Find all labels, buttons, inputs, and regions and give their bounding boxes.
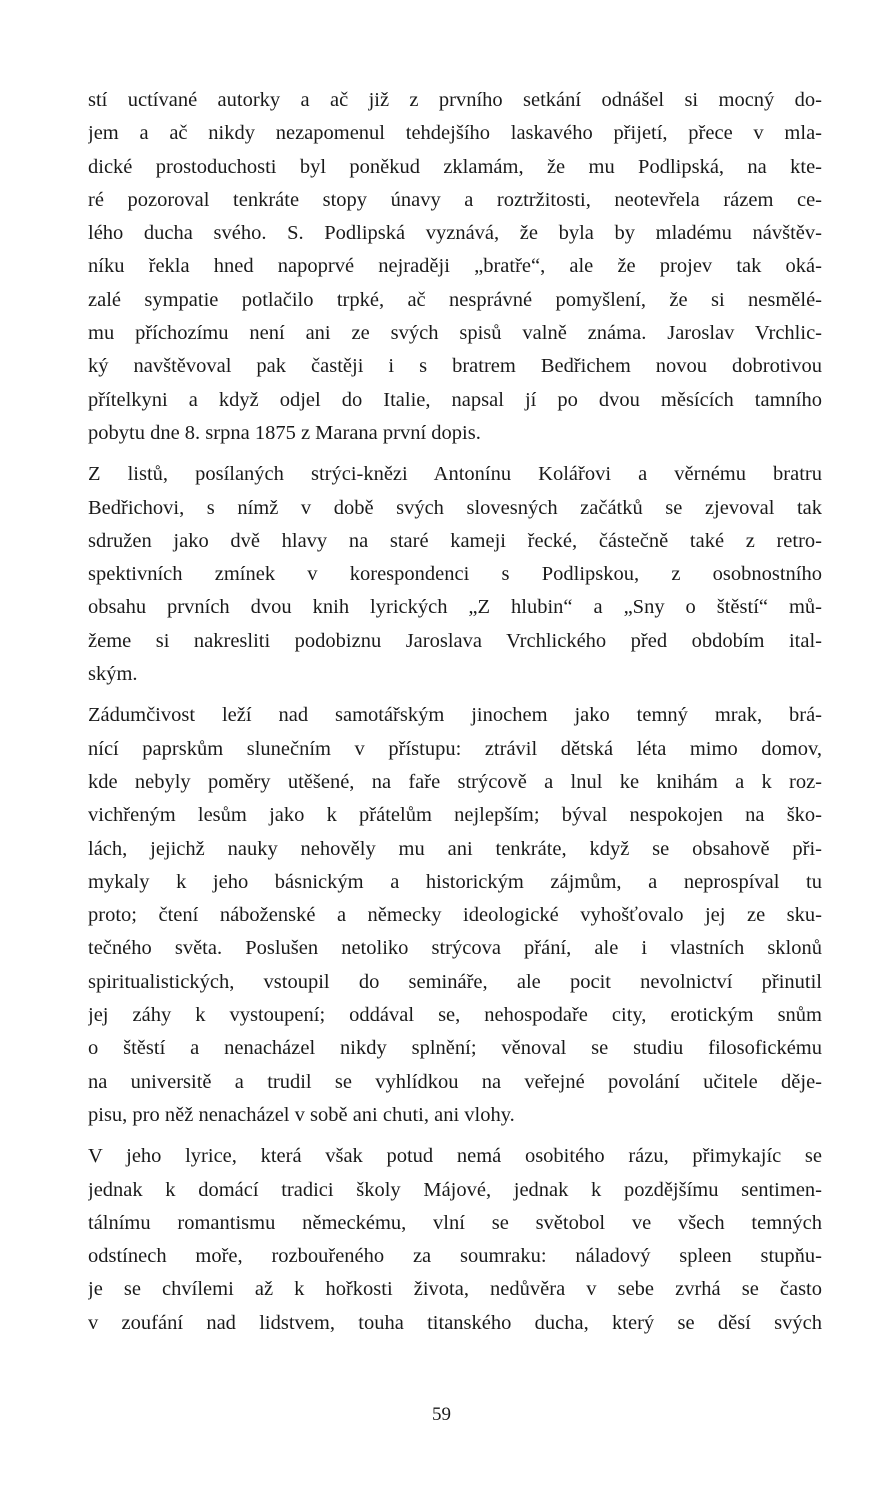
paragraph-3 xyxy=(88,699,822,1132)
text-line: ré pozoroval tenkráte stopy únavy a roztržitosti, neotevřela rázem ce- xyxy=(88,188,822,211)
text-line: Bedřichovi, s nímž v době svých slovesných začátků se zjevoval tak xyxy=(88,496,822,519)
text-line: žeme si nakresliti podobiznu Jaroslava Vrchlického před obdobím ital- xyxy=(88,629,822,652)
paragraph-1 xyxy=(88,84,822,450)
text-line: obsahu prvních dvou knih lyrických „Z hlubin“ a „Sny o štěstí“ mů- xyxy=(88,596,822,619)
text-line: níku řekla hned napoprvé nejraději „bratře“, ale že projev tak oká- xyxy=(88,255,822,278)
text-line: jej záhy k vystoupení; oddával se, nehospodaře city, erotickým snům xyxy=(88,1004,822,1027)
paragraph-4 xyxy=(88,1140,822,1340)
text-line: ký navštěvoval pak častěji i s bratrem Bedřichem novou dobrotivou xyxy=(88,355,822,378)
text-line: nící paprskům slunečním v přístupu: ztrávil dětská léta mimo domov, xyxy=(88,737,822,760)
text-line: lého ducha svého. S. Podlipská vyznává, že byla by mladému návštěv- xyxy=(88,222,822,245)
text-line: stí uctívané autorky a ač již z prvního setkání odnášel si mocný do- xyxy=(88,89,822,111)
text-line: dické prostoduchosti byl poněkud zklamám, že mu Podlipská, na kte- xyxy=(88,155,822,178)
text-line: vichřeným lesům jako k přátelům nejlepším; býval nespokojen na ško- xyxy=(88,804,822,827)
text-line: zalé sympatie potlačilo trpké, ač nesprávné pomyšlení, že si nesmělé- xyxy=(88,288,822,311)
paragraph-gap xyxy=(88,450,822,458)
page-body xyxy=(88,84,822,1464)
text-line: Zádumčivost leží nad samotářským jinochem jako temný mrak, brá- xyxy=(88,704,822,727)
text-line: V jeho lyrice, která však potud nemá osobitého rázu, přimykajíc se xyxy=(88,1145,822,1168)
text-line: pisu, pro něž nenacházel v sobě ani chuti, ani vlohy. xyxy=(88,1103,515,1126)
text-line: je se chvílemi až k hořkosti života, nedůvěra v sebe zvrhá se často xyxy=(88,1278,822,1301)
text-line: o štěstí a nenacházel nikdy splnění; věnoval se studiu filosofickému xyxy=(88,1037,822,1060)
text-line: ským. xyxy=(88,663,138,686)
text-line: přítelkyni a když odjel do Italie, napsal jí po dvou měsících tamního xyxy=(88,388,822,411)
paragraph-gap xyxy=(88,691,822,699)
paragraph-gap xyxy=(88,1132,822,1140)
text-line: kde nebyly poměry utěšené, na faře strýcově a lnul ke knihám a k roz- xyxy=(88,770,822,793)
text-line: spektivních zmínek v korespondenci s Podlipskou, z osobnostního xyxy=(88,563,822,586)
text-line: mu příchozímu není ani ze svých spisů valně známa. Jaroslav Vrchlic- xyxy=(88,322,822,345)
text-line: Z listů, posílaných strýci-knězi Antonínu Kolářovi a věrnému bratru xyxy=(88,463,822,486)
text-line: mykaly k jeho básnickým a historickým zájmům, a neprospíval tu xyxy=(88,870,822,893)
text-line: jem a ač nikdy nezapomenul tehdejšího laskavého přijetí, přece v mla- xyxy=(88,122,822,145)
paragraph-2 xyxy=(88,458,822,691)
page-number: 59 xyxy=(432,1404,451,1425)
text-line: na universitě a trudil se vyhlídkou na veřejné povolání učitele děje- xyxy=(88,1070,822,1093)
text-line: spiritualistických, vstoupil do semináře, ale pocit nevolnictví přinutil xyxy=(88,970,822,993)
text-line: jednak k domácí tradici školy Májové, jednak k pozdějšímu sentimen- xyxy=(88,1178,822,1201)
text-line: tálnímu romantismu německému, vlní se světobol ve všech temných xyxy=(88,1211,822,1234)
text-line: odstínech moře, rozbouřeného za soumraku: náladový spleen stupňu- xyxy=(88,1245,822,1268)
text-line: lách, jejichž nauky nehověly mu ani tenkráte, když se obsahově při- xyxy=(88,837,822,860)
text-line: sdružen jako dvě hlavy na staré kameji řecké, částečně také z retro- xyxy=(88,529,822,552)
text-line: tečného světa. Poslušen netoliko strýcova přání, ale i vlastních sklonů xyxy=(88,937,822,960)
text-line: proto; čtení náboženské a německy ideologické vyhošťovalo jej ze sku- xyxy=(88,904,822,927)
text-line: pobytu dne 8. srpna 1875 z Marana první dopis. xyxy=(88,421,481,444)
text-line: v zoufání nad lidstvem, touha titanského ducha, který se děsí svých xyxy=(88,1311,822,1334)
